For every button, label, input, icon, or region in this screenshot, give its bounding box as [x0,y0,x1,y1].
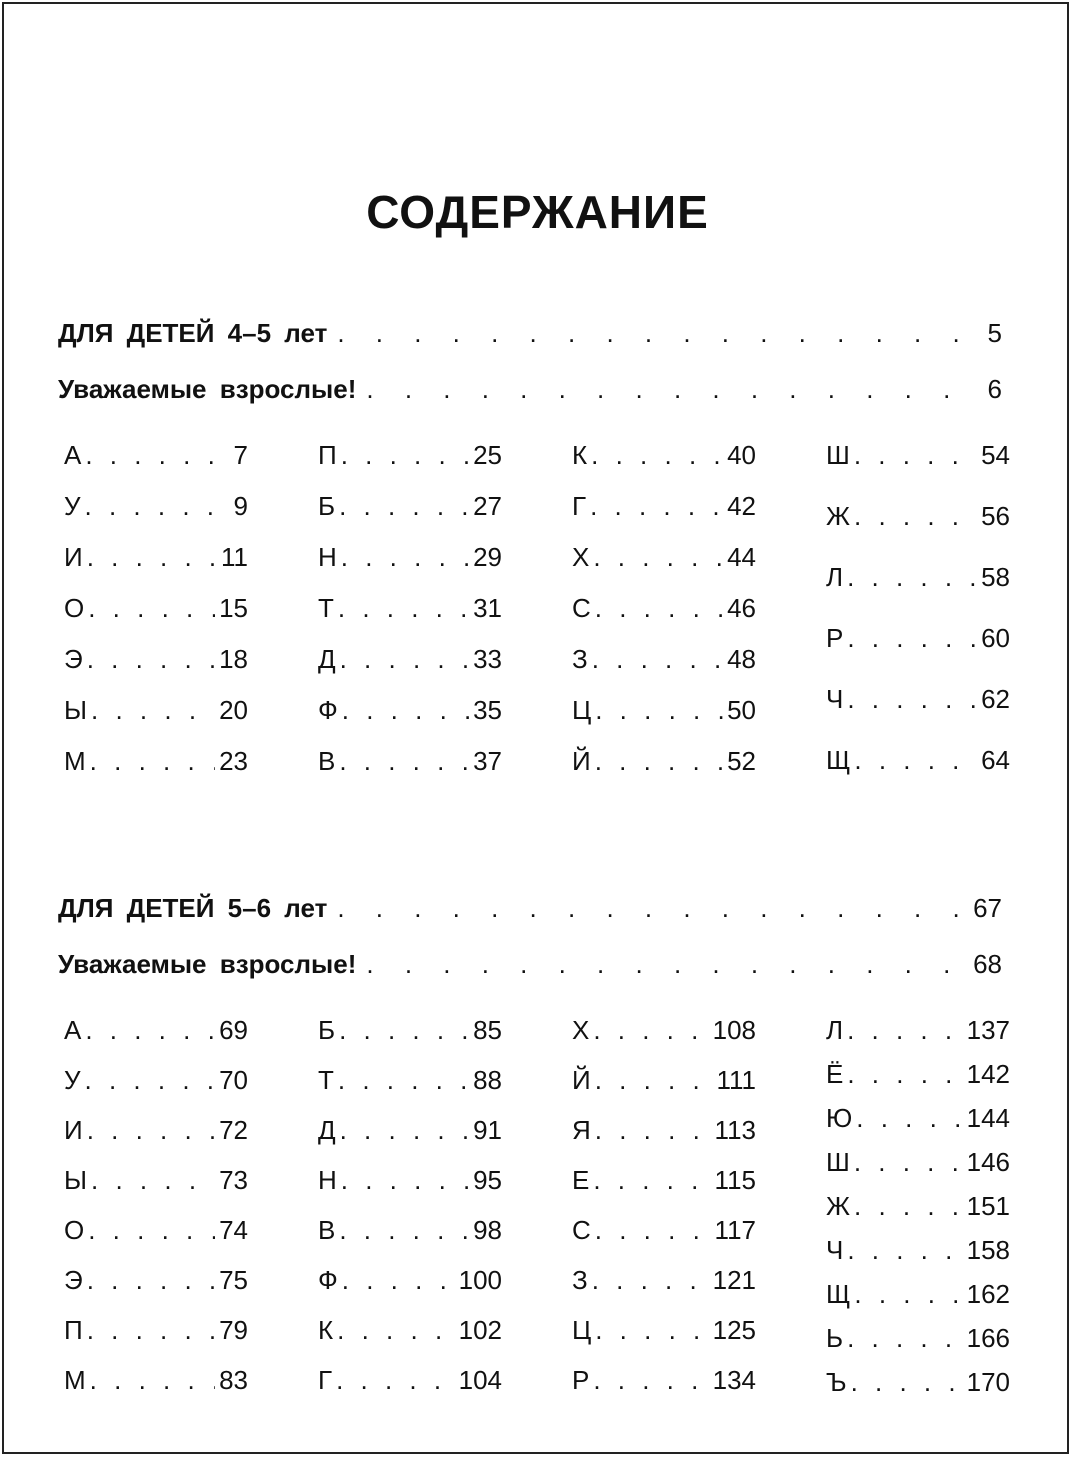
toc-page-number: 137 [966,1015,1010,1045]
toc-page-number: 6 [987,374,1002,404]
toc-letter: Г [572,491,587,521]
toc-letter-entry[interactable] [826,1367,1010,1401]
toc-page-number: 142 [966,1059,1010,1089]
toc-leader-dots [851,1367,963,1398]
toc-page-number: 15 [219,593,248,623]
toc-leader-dots [87,1115,215,1146]
toc-page-number: 113 [714,1115,756,1145]
toc-letter-entry[interactable] [826,440,1010,474]
toc-letter: Ш [826,1147,850,1177]
toc-letter-entry[interactable] [64,695,248,729]
toc-page-number: 98 [473,1215,502,1245]
toc-letter: Е [572,1165,590,1195]
toc-page-number: 64 [981,745,1010,775]
toc-page-number: 68 [973,949,1002,979]
toc-leader-dots [85,491,230,522]
toc-letter-entry[interactable] [64,593,248,627]
toc-letter: Т [318,593,334,623]
toc-leader-dots [591,440,723,471]
toc-letter: Ф [318,695,338,725]
toc-letter-entry[interactable] [64,1115,248,1149]
toc-page-number: 83 [219,1365,248,1395]
toc-leader-dots [340,1115,469,1146]
toc-letter-entry[interactable] [572,644,756,678]
toc-page-number: 27 [473,491,502,521]
toc-page-number: 162 [966,1279,1010,1309]
toc-leader-dots [337,318,977,349]
toc-leader-dots [90,1365,215,1396]
toc-leader-dots [85,1065,216,1096]
toc-page-number: 115 [714,1165,756,1195]
toc-page-number: 29 [473,542,502,572]
toc-letter: Б [318,1015,336,1045]
toc-letter: Ё [826,1059,844,1089]
toc-page-number: 73 [219,1165,248,1195]
toc-page-number: 134 [712,1365,756,1395]
toc-letter: М [64,746,86,776]
toc-letter-entry[interactable] [572,1215,756,1249]
toc-leader-dots [595,1315,708,1346]
toc-letter-entry[interactable] [318,1215,502,1249]
toc-letter: Э [64,1265,83,1295]
toc-letter: Ю [826,1103,853,1133]
toc-page-number: 70 [219,1065,248,1095]
toc-leader-dots [847,1015,963,1046]
toc-letter: И [64,1115,83,1145]
toc-letter-entry[interactable] [572,491,756,525]
toc-leader-dots [341,440,469,471]
toc-letter-entry[interactable] [826,562,1010,596]
toc-letter-entry[interactable] [318,1165,502,1199]
toc-page-number: 91 [473,1115,502,1145]
toc-page-number: 170 [966,1367,1010,1397]
toc-page-number: 85 [473,1015,502,1045]
toc-leader-dots [338,1065,469,1096]
toc-letter: Ч [826,1235,844,1265]
toc-leader-dots [87,1315,215,1346]
toc-leader-dots [87,644,215,675]
toc-page-number: 102 [458,1315,502,1345]
toc-letter: Я [572,1115,591,1145]
toc-page-number: 74 [219,1215,248,1245]
toc-page-number: 121 [712,1265,756,1295]
toc-page-number: 75 [219,1265,248,1295]
toc-page-number: 95 [473,1165,502,1195]
toc-letter-entry[interactable] [64,1165,248,1199]
toc-letter-entry[interactable] [64,1265,248,1299]
toc-letter-entry[interactable] [318,1265,502,1299]
toc-leader-dots [595,1215,711,1246]
toc-page-number: 151 [966,1191,1010,1221]
toc-letter-entry[interactable] [318,695,502,729]
toc-leader-dots [595,746,723,777]
toc-letter-entry[interactable] [572,1365,756,1399]
toc-letter: Р [826,623,844,653]
toc-leader-dots [88,1215,215,1246]
toc-leader-dots [595,1115,711,1146]
toc-leader-dots [854,1147,963,1178]
toc-letter: Щ [826,745,851,775]
toc-letter: Р [572,1365,590,1395]
toc-leader-dots [338,593,469,624]
toc-leader-dots [856,1103,962,1134]
toc-section-heading[interactable] [58,318,1002,358]
toc-page-number: 9 [233,491,248,521]
toc-page-number: 11 [221,542,248,572]
toc-page-number: 23 [219,746,248,776]
toc-letter: Ш [826,440,850,470]
page-title: СОДЕРЖАНИЕ [366,186,709,238]
toc-letter: Ь [826,1323,844,1353]
toc-leader-dots [339,1215,469,1246]
toc-letter-entry[interactable] [64,644,248,678]
toc-letter-entry[interactable] [826,623,1010,657]
toc-leader-dots [590,491,723,522]
toc-page-number: 100 [458,1265,502,1295]
toc-page-number: 117 [714,1215,756,1245]
toc-page-number: 146 [966,1147,1010,1177]
toc-page-number: 111 [716,1065,756,1095]
toc-letter-entry[interactable] [318,1365,502,1399]
toc-leader-dots [593,1365,708,1396]
toc-section-label: ДЛЯ ДЕТЕЙ 5–6 лет [58,893,328,923]
toc-page-number: 35 [473,695,502,725]
toc-letter-entry[interactable] [826,501,1010,535]
toc-intro-label: Уважаемые взрослые! [58,374,357,404]
toc-letter-entry[interactable] [826,1323,1010,1357]
toc-letter-entry[interactable] [318,1315,502,1349]
toc-intro-entry[interactable] [58,949,1002,989]
toc-letter-entry[interactable] [826,1191,1010,1225]
toc-letter-entry[interactable] [64,1065,248,1099]
toc-letter: Й [572,1065,591,1095]
toc-page-number: 48 [727,644,756,674]
toc-letter-entry[interactable] [572,1315,756,1349]
toc-page-number: 67 [973,893,1002,923]
toc-letter: И [64,542,83,572]
toc-page-number: 72 [219,1115,248,1145]
toc-letter: Э [64,644,83,674]
toc-letter: З [572,644,588,674]
toc-letter-entry[interactable] [826,745,1010,779]
toc-page-number: 60 [981,623,1010,653]
toc-page-number: 58 [981,562,1010,592]
toc-leader-dots [85,440,229,471]
toc-letter: З [572,1265,588,1295]
toc-page-number: 104 [458,1365,502,1395]
toc-letter: Ъ [826,1367,847,1397]
toc-section-label: ДЛЯ ДЕТЕЙ 4–5 лет [58,318,328,348]
toc-page-number: 25 [473,440,502,470]
toc-leader-dots [366,374,977,405]
toc-leader-dots [595,593,723,624]
toc-letter-entry[interactable] [826,1103,1010,1137]
toc-letter: О [64,1215,85,1245]
toc-page-number: 40 [727,440,756,470]
toc-leader-dots [847,562,977,593]
toc-leader-dots [847,1235,962,1266]
toc-page-number: 20 [219,695,248,725]
toc-letter: Ы [64,695,88,725]
toc-letter: Н [318,542,337,572]
toc-letter: А [64,440,82,470]
toc-letter-entry[interactable] [64,1315,248,1349]
toc-page-number: 54 [981,440,1010,470]
toc-page-number: 108 [712,1015,756,1045]
toc-letter: С [572,1215,591,1245]
toc-letter: У [64,1065,81,1095]
toc-letter: С [572,593,591,623]
toc-leader-dots [342,1265,455,1296]
toc-leader-dots [342,695,469,726]
toc-leader-dots [593,1015,708,1046]
toc-letter-entry[interactable] [826,1059,1010,1093]
toc-page-number: 88 [473,1065,502,1095]
toc-letter: Ж [826,501,851,531]
toc-page-number: 56 [981,501,1010,531]
toc-letter-entry[interactable] [64,1015,248,1049]
toc-letter-entry[interactable] [826,1279,1010,1313]
toc-letter: Щ [826,1279,851,1309]
toc-page-number: 144 [966,1103,1010,1133]
toc-leader-dots [341,1165,469,1196]
toc-letter-entry[interactable] [572,695,756,729]
toc-letter: М [64,1365,86,1395]
toc-page-number: 166 [966,1323,1010,1353]
toc-section-heading[interactable] [58,893,1002,933]
toc-letter-entry[interactable] [318,1015,502,1049]
toc-letter-entry[interactable] [826,1147,1010,1181]
toc-letter: К [572,440,588,470]
toc-letter: Т [318,1065,334,1095]
toc-leader-dots [337,893,963,924]
toc-page-number: 18 [219,644,248,674]
toc-leader-dots [592,644,723,675]
toc-letter-entry[interactable] [572,593,756,627]
toc-letter: П [318,440,337,470]
toc-leader-dots [595,695,723,726]
toc-leader-dots [337,1315,454,1346]
toc-letter-entry[interactable] [318,491,502,525]
toc-page-number: 37 [473,746,502,776]
toc-letter-entry[interactable] [318,1065,502,1099]
toc-page-number: 46 [727,593,756,623]
toc-leader-dots [87,542,217,573]
toc-page-number: 79 [219,1315,248,1345]
toc-letter-entry[interactable] [572,542,756,576]
toc-letter: В [318,1215,336,1245]
toc-page-number: 31 [473,593,502,623]
toc-letter-entry[interactable] [826,1235,1010,1269]
toc-leader-dots [85,1015,215,1046]
toc-letter: Д [318,644,336,674]
toc-page-number: 69 [219,1015,248,1045]
toc-letter-entry[interactable] [318,644,502,678]
toc-letter: Н [318,1165,337,1195]
toc-leader-dots [595,1065,713,1096]
toc-letter-entry[interactable] [826,1015,1010,1049]
toc-leader-dots [339,1015,469,1046]
toc-letter: Ц [572,695,592,725]
toc-leader-dots [854,440,977,471]
toc-letter: О [64,593,85,623]
toc-letter: Ф [318,1265,338,1295]
toc-letter: Л [826,1015,844,1045]
toc-leader-dots [854,745,977,776]
toc-letter: П [64,1315,83,1345]
toc-letter-entry[interactable] [572,1265,756,1299]
toc-letter-entry[interactable] [572,440,756,474]
toc-leader-dots [88,593,215,624]
toc-letter: Д [318,1115,336,1145]
toc-leader-dots [854,501,977,532]
toc-letter-entry[interactable] [64,1215,248,1249]
toc-leader-dots [336,1365,455,1396]
toc-letter-entry[interactable] [318,1115,502,1149]
toc-letter-entry[interactable] [64,746,248,780]
toc-letter-entry[interactable] [572,1065,756,1099]
toc-page-number: 125 [712,1315,756,1345]
toc-intro-entry[interactable] [58,374,1002,414]
toc-letter: Ж [826,1191,851,1221]
toc-letter-entry[interactable] [572,746,756,780]
toc-leader-dots [847,1323,963,1354]
toc-page-number: 7 [233,440,248,470]
toc-letter: Л [826,562,844,592]
toc-leader-dots [339,491,469,522]
toc-leader-dots [847,623,977,654]
toc-leader-dots [366,949,963,980]
toc-leader-dots [847,1059,962,1090]
toc-letter: Х [572,1015,590,1045]
toc-leader-dots [854,1191,963,1222]
toc-page-number: 42 [727,491,756,521]
toc-letter: К [318,1315,334,1345]
toc-letter: Й [572,746,591,776]
toc-letter-entry[interactable] [318,746,502,780]
toc-letter: Х [572,542,590,572]
toc-page-number: 158 [966,1235,1010,1265]
toc-letter-entry[interactable] [64,491,248,525]
toc-letter-entry[interactable] [572,1015,756,1049]
toc-page-number: 33 [473,644,502,674]
toc-letter: Ы [64,1165,88,1195]
toc-letter-entry[interactable] [572,1165,756,1199]
toc-leader-dots [339,746,469,777]
toc-letter: Ц [572,1315,592,1345]
toc-page-number: 5 [987,318,1002,348]
toc-letter-entry[interactable] [318,440,502,474]
toc-leader-dots [91,1165,215,1196]
toc-leader-dots [854,1279,962,1310]
toc-letter-entry[interactable] [64,440,248,474]
toc-letter: В [318,746,336,776]
toc-letter-entry[interactable] [826,684,1010,718]
toc-leader-dots [593,542,723,573]
toc-letter-entry[interactable] [64,542,248,576]
toc-letter: Г [318,1365,333,1395]
toc-letter: Ч [826,684,844,714]
toc-page-number: 50 [727,695,756,725]
toc-leader-dots [593,1165,710,1196]
toc-leader-dots [847,684,977,715]
toc-leader-dots [592,1265,709,1296]
toc-leader-dots [87,1265,215,1296]
toc-page-number: 44 [727,542,756,572]
toc-letter-entry[interactable] [572,1115,756,1149]
toc-intro-label: Уважаемые взрослые! [58,949,357,979]
toc-page-number: 52 [727,746,756,776]
toc-leader-dots [91,695,215,726]
toc-leader-dots [90,746,215,777]
toc-letter: Б [318,491,336,521]
toc-letter-entry[interactable] [318,542,502,576]
toc-letter-entry[interactable] [318,593,502,627]
toc-leader-dots [340,644,469,675]
toc-letter: У [64,491,81,521]
toc-page-number: 62 [981,684,1010,714]
toc-letter: А [64,1015,82,1045]
toc-leader-dots [341,542,469,573]
toc-letter-entry[interactable] [64,1365,248,1399]
